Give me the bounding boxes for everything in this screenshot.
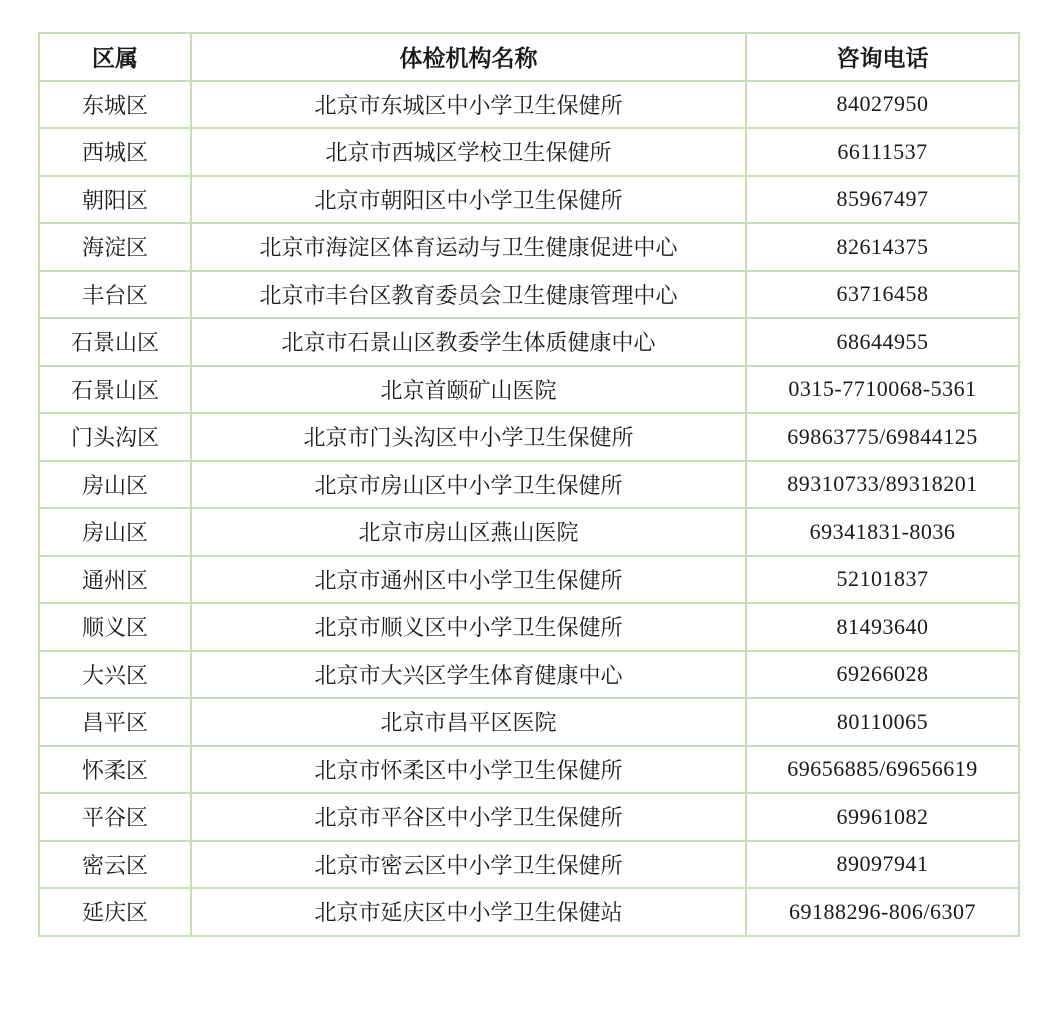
column-header-institution: 体检机构名称 [191, 33, 746, 81]
table-row [39, 603, 1019, 651]
table-row [39, 176, 1019, 224]
district-cell: 密云区 [39, 841, 191, 889]
institution-cell: 北京市平谷区中小学卫生保健所 [191, 793, 746, 841]
column-header-phone: 咨询电话 [746, 33, 1019, 81]
phone-cell: 69341831-8036 [746, 508, 1019, 556]
table-row [39, 651, 1019, 699]
phone-cell: 69863775/69844125 [746, 413, 1019, 461]
table-row [39, 413, 1019, 461]
district-cell: 房山区 [39, 461, 191, 509]
phone-cell: 69961082 [746, 793, 1019, 841]
district-cell: 海淀区 [39, 223, 191, 271]
institution-cell: 北京市昌平区医院 [191, 698, 746, 746]
table-row [39, 556, 1019, 604]
institution-cell: 北京市石景山区教委学生体质健康中心 [191, 318, 746, 366]
institution-cell: 北京市朝阳区中小学卫生保健所 [191, 176, 746, 224]
institution-cell: 北京市密云区中小学卫生保健所 [191, 841, 746, 889]
table-row [39, 271, 1019, 319]
district-cell: 丰台区 [39, 271, 191, 319]
table-row [39, 223, 1019, 271]
table-row [39, 746, 1019, 794]
district-cell: 昌平区 [39, 698, 191, 746]
phone-cell: 69656885/69656619 [746, 746, 1019, 794]
header-row [39, 33, 1019, 81]
institution-cell: 北京市通州区中小学卫生保健所 [191, 556, 746, 604]
phone-cell: 80110065 [746, 698, 1019, 746]
phone-cell: 63716458 [746, 271, 1019, 319]
institution-cell: 北京首颐矿山医院 [191, 366, 746, 414]
phone-cell: 89097941 [746, 841, 1019, 889]
table-row [39, 698, 1019, 746]
institution-cell: 北京市顺义区中小学卫生保健所 [191, 603, 746, 651]
district-cell: 大兴区 [39, 651, 191, 699]
district-cell: 房山区 [39, 508, 191, 556]
institution-cell: 北京市门头沟区中小学卫生保健所 [191, 413, 746, 461]
district-cell: 顺义区 [39, 603, 191, 651]
phone-cell: 89310733/89318201 [746, 461, 1019, 509]
phone-cell: 69188296-806/6307 [746, 888, 1019, 936]
phone-cell: 0315-7710068-5361 [746, 366, 1019, 414]
institution-cell: 北京市丰台区教育委员会卫生健康管理中心 [191, 271, 746, 319]
phone-cell: 66111537 [746, 128, 1019, 176]
table-row [39, 366, 1019, 414]
institution-cell: 北京市房山区燕山医院 [191, 508, 746, 556]
phone-cell: 85967497 [746, 176, 1019, 224]
health-check-institutions-table [38, 32, 1020, 937]
table-row [39, 841, 1019, 889]
phone-cell: 82614375 [746, 223, 1019, 271]
phone-cell: 69266028 [746, 651, 1019, 699]
phone-cell: 68644955 [746, 318, 1019, 366]
institution-cell: 北京市怀柔区中小学卫生保健所 [191, 746, 746, 794]
institution-cell: 北京市房山区中小学卫生保健所 [191, 461, 746, 509]
table-row [39, 81, 1019, 129]
column-header-district: 区属 [39, 33, 191, 81]
district-cell: 怀柔区 [39, 746, 191, 794]
phone-cell: 52101837 [746, 556, 1019, 604]
institution-cell: 北京市海淀区体育运动与卫生健康促进中心 [191, 223, 746, 271]
district-cell: 朝阳区 [39, 176, 191, 224]
district-cell: 门头沟区 [39, 413, 191, 461]
institution-cell: 北京市西城区学校卫生保健所 [191, 128, 746, 176]
phone-cell: 81493640 [746, 603, 1019, 651]
table-row [39, 793, 1019, 841]
phone-cell: 84027950 [746, 81, 1019, 129]
table-row [39, 461, 1019, 509]
table-body [39, 81, 1019, 936]
district-cell: 西城区 [39, 128, 191, 176]
institution-cell: 北京市东城区中小学卫生保健所 [191, 81, 746, 129]
table-row [39, 128, 1019, 176]
table-row [39, 318, 1019, 366]
institution-cell: 北京市延庆区中小学卫生保健站 [191, 888, 746, 936]
table-row [39, 508, 1019, 556]
district-cell: 平谷区 [39, 793, 191, 841]
district-cell: 东城区 [39, 81, 191, 129]
institution-cell: 北京市大兴区学生体育健康中心 [191, 651, 746, 699]
district-cell: 通州区 [39, 556, 191, 604]
district-cell: 延庆区 [39, 888, 191, 936]
table-row [39, 888, 1019, 936]
district-cell: 石景山区 [39, 366, 191, 414]
district-cell: 石景山区 [39, 318, 191, 366]
